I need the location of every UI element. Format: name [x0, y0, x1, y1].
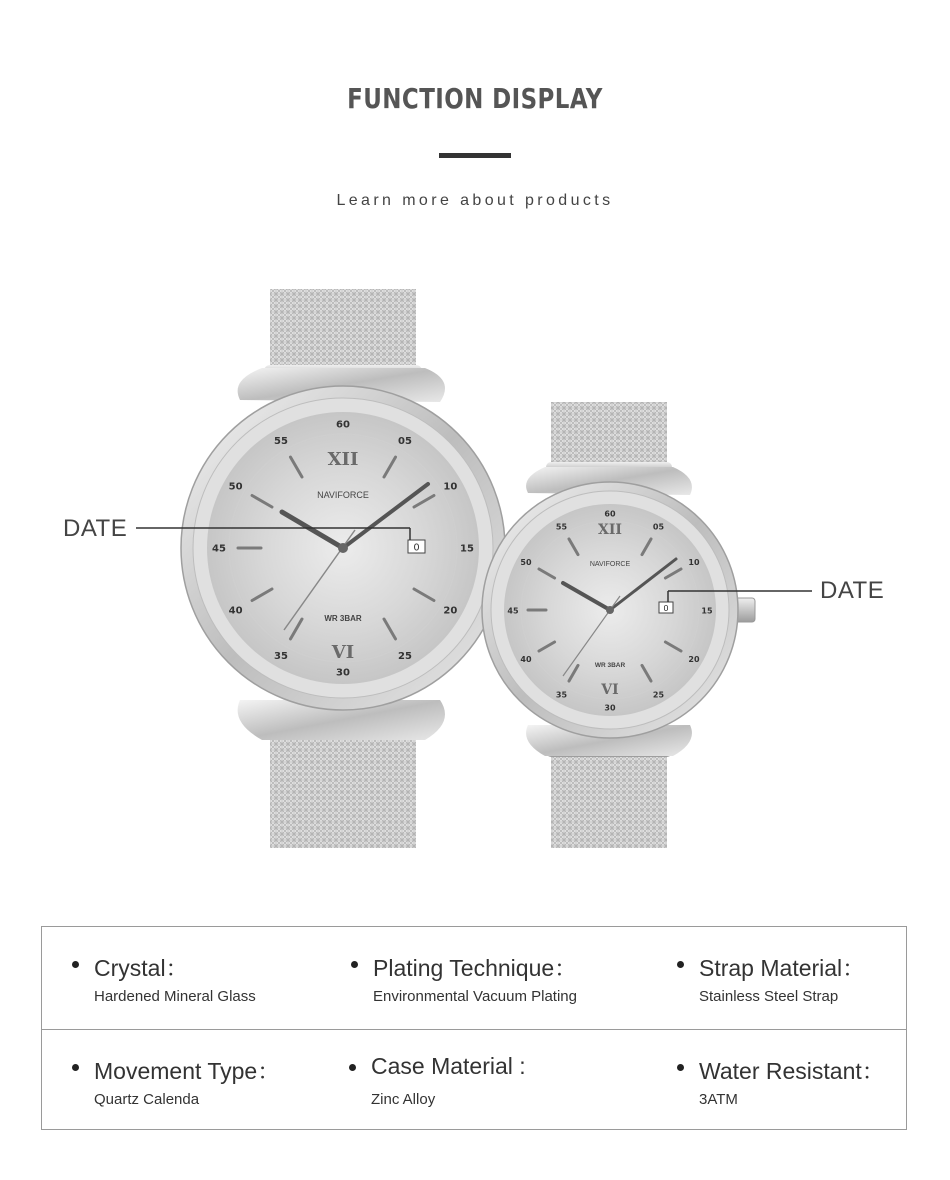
minute-number: 55: [555, 522, 568, 532]
large-watch-water-resistance: WR 3BAR: [324, 614, 362, 623]
minute-number: 25: [398, 650, 412, 662]
minute-number: 60: [336, 419, 350, 431]
large-watch-brand: NAVIFORCE: [317, 490, 369, 500]
spec-row: [42, 927, 906, 1028]
bullet-icon: [72, 961, 79, 968]
bullet-icon: [351, 961, 358, 968]
section-title: FUNCTION DISPLAY: [347, 82, 603, 115]
minute-number: 10: [688, 558, 700, 567]
spec-value: Stainless Steel Strap: [699, 988, 839, 1005]
spec-value: Zinc Alloy: [371, 1091, 436, 1108]
spec-value: Quartz Calenda: [94, 1091, 200, 1108]
title-underline: [439, 153, 511, 158]
minute-number: 20: [443, 605, 458, 617]
small-watch-strap-top: [551, 402, 667, 472]
minute-number: 20: [688, 655, 700, 664]
minute-number: 10: [443, 481, 458, 493]
watch-image: [0, 280, 950, 860]
spec-value: Environmental Vacuum Plating: [373, 988, 577, 1005]
spec-label: Water Resistant：: [699, 1058, 885, 1084]
svg-text:XII: XII: [327, 449, 359, 470]
bullet-icon: [677, 1064, 684, 1071]
minute-number: 35: [274, 650, 288, 662]
small-watch: [482, 402, 755, 848]
minute-number: 40: [228, 605, 243, 617]
bullet-icon: [72, 1064, 79, 1071]
bullet-icon: [349, 1064, 356, 1071]
minute-number: 60: [604, 509, 616, 519]
small-watch-strap-bottom: [551, 744, 667, 848]
spec-label: Strap Material：: [699, 955, 866, 981]
minute-number: 05: [398, 436, 412, 448]
minute-number: 50: [520, 558, 532, 567]
large-watch-date-value: 0: [413, 542, 420, 554]
minute-number: 45: [507, 606, 519, 616]
large-watch: [181, 289, 505, 848]
spec-label: Movement Type：: [94, 1058, 281, 1084]
spec-label: Crystal：: [94, 955, 189, 981]
spec-value: Hardened Mineral Glass: [94, 988, 256, 1005]
spec-table: [41, 926, 907, 1130]
minute-number: 35: [555, 690, 568, 700]
spec-label: Case Material :: [371, 1053, 526, 1079]
section-subtitle: Learn more about products: [336, 192, 614, 209]
minute-number: 55: [274, 436, 288, 448]
minute-number: 40: [520, 655, 532, 664]
spec-value: 3ATM: [699, 1091, 738, 1108]
spec-label: Plating Technique：: [373, 955, 578, 981]
small-watch-date-value: 0: [663, 603, 669, 613]
minute-number: 50: [228, 481, 243, 493]
minute-number: 30: [604, 703, 616, 713]
right-date-callout: DATE: [820, 577, 885, 604]
bullet-icon: [677, 961, 684, 968]
minute-number: 45: [212, 543, 226, 555]
svg-text:VI: VI: [601, 682, 619, 698]
spec-row: [42, 1029, 906, 1131]
minute-number: 25: [652, 690, 665, 700]
svg-text:XII: XII: [598, 522, 622, 538]
minute-number: 05: [652, 522, 665, 532]
minute-number: 15: [701, 606, 713, 616]
small-watch-brand: NAVIFORCE: [589, 561, 631, 568]
svg-text:VI: VI: [331, 642, 355, 663]
minute-number: 30: [336, 667, 350, 679]
left-date-callout: DATE: [63, 515, 128, 542]
minute-number: 15: [460, 543, 474, 555]
small-watch-water-resistance: WR 3BAR: [594, 662, 626, 669]
